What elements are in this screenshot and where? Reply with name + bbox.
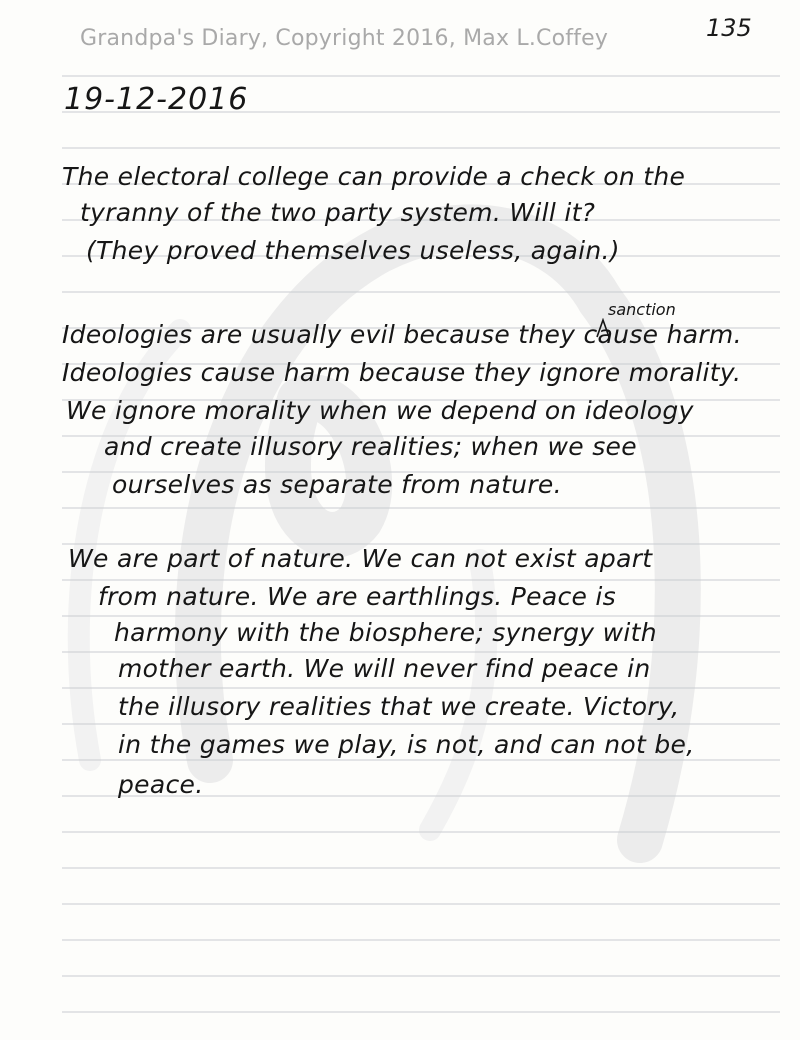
paragraph-3-line-2: from nature. We are earthlings. Peace is: [98, 582, 616, 611]
diary-header-title: Grandpa's Diary, Copyright 2016, Max L.Coffey: [80, 26, 609, 51]
paragraph-3-line-4: mother earth. We will never find peace in: [118, 654, 651, 683]
entry-date: 19-12-2016: [64, 82, 249, 117]
paragraph-3-line-5: the illusory realities that we create. Victory,: [118, 692, 680, 721]
paragraph-1-line-2: tyranny of the two party system. Will it?: [80, 198, 596, 227]
paragraph-2-line-1: Ideologies are usually evil because they cause harm.: [62, 320, 742, 349]
paragraph-1-line-1: The electoral college can provide a check on the: [62, 162, 686, 191]
paragraph-3-line-6: in the games we play, is not, and can not be,: [118, 730, 695, 759]
paragraph-3-line-7: peace.: [118, 770, 204, 799]
paragraph-3-line-1: We are part of nature. We can not exist apart: [68, 544, 653, 573]
paragraph-2-line-2: Ideologies cause harm because they ignore morality.: [62, 358, 742, 387]
paragraph-2-line-3: We ignore morality when we depend on ideology: [66, 396, 694, 425]
inserted-word: sanction: [608, 300, 676, 319]
page-number: 135: [706, 14, 752, 42]
paragraph-3-line-3: harmony with the biosphere; synergy with: [114, 618, 657, 647]
paragraph-2-line-5: ourselves as separate from nature.: [112, 470, 562, 499]
paragraph-1-line-3: (They proved themselves useless, again.): [86, 236, 620, 265]
paragraph-2-line-4: and create illusory realities; when we see: [104, 432, 637, 461]
